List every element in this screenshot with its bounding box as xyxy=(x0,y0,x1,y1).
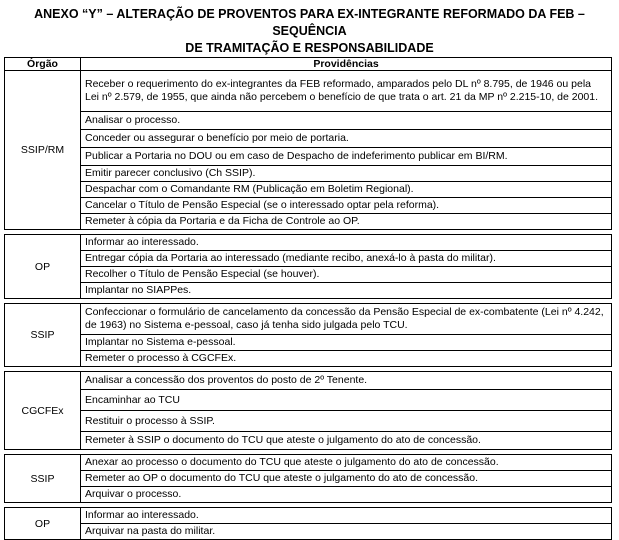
table-row xyxy=(5,351,612,367)
providencia-cell: Informar ao interessado. xyxy=(81,235,612,251)
providencia-cell: Restituir o processo à SSIP. xyxy=(81,411,612,432)
providencia-cell: Arquivar o processo. xyxy=(81,487,612,503)
table-row xyxy=(5,71,612,112)
title-line-2: DE TRAMITAÇÃO E RESPONSABILIDADE xyxy=(185,41,434,55)
table-row xyxy=(5,372,612,390)
providencia-cell: Remeter à cópia da Portaria e da Ficha de Controle ao OP. xyxy=(81,214,612,230)
table-row xyxy=(5,166,612,182)
providencia-cell: Recolher o Título de Pensão Especial (se houver). xyxy=(81,267,612,283)
orgao-cell: SSIP/RM xyxy=(5,71,81,230)
providencia-cell: Anexar ao processo o documento do TCU que ateste o julgamento do ato de concessão. xyxy=(81,455,612,471)
table-row xyxy=(5,524,612,540)
orgao-cell: CGCFEx xyxy=(5,372,81,450)
providencia-cell: Implantar no SIAPPes. xyxy=(81,283,612,299)
table-row xyxy=(5,214,612,230)
orgao-cell: SSIP xyxy=(5,304,81,367)
providencia-cell: Entregar cópia da Portaria ao interessado (mediante recibo, anexá-lo à pasta do militar). xyxy=(81,251,612,267)
providencia-cell: Publicar a Portaria no DOU ou em caso de Despacho de indeferimento publicar em BI/RM. xyxy=(81,148,612,166)
table-row xyxy=(5,455,612,471)
providencia-cell: Remeter ao OP o documento do TCU que ateste o julgamento do ato de concessão. xyxy=(81,471,612,487)
table-row xyxy=(5,267,612,283)
table-row xyxy=(5,235,612,251)
providencia-cell: Remeter à SSIP o documento do TCU que ateste o julgamento do ato de concessão. xyxy=(81,432,612,450)
header-orgao: Órgão xyxy=(5,58,81,71)
table-row xyxy=(5,411,612,432)
header-row xyxy=(5,58,612,71)
providencia-cell: Cancelar o Título de Pensão Especial (se o interessado optar pela reforma). xyxy=(81,198,612,214)
providencia-cell: Emitir parecer conclusivo (Ch SSIP). xyxy=(81,166,612,182)
providencia-cell: Analisar a concessão dos proventos do posto de 2º Tenente. xyxy=(81,372,612,390)
table-row xyxy=(5,112,612,130)
orgao-cell: OP xyxy=(5,508,81,540)
table-row xyxy=(5,148,612,166)
providencia-cell: Analisar o processo. xyxy=(81,112,612,130)
providencia-cell: Conceder ou assegurar o benefício por meio de portaria. xyxy=(81,130,612,148)
providencia-cell: Implantar no Sistema e-pessoal. xyxy=(81,335,612,351)
table-body xyxy=(5,71,612,540)
orgao-cell: OP xyxy=(5,235,81,299)
table-row xyxy=(5,335,612,351)
table-row xyxy=(5,283,612,299)
table-row xyxy=(5,130,612,148)
document-title xyxy=(0,6,619,57)
orgao-cell: SSIP xyxy=(5,455,81,503)
table-row xyxy=(5,390,612,411)
providencia-cell: Confeccionar o formulário de cancelamento da concessão da Pensão Especial de ex-combatente (Lei nº 4.242, de 1963) no Sistema e-pessoal, caso já tenha sido julgada pelo TCU. xyxy=(81,304,612,335)
providencia-cell: Encaminhar ao TCU xyxy=(81,390,612,411)
table-row xyxy=(5,432,612,450)
header-providencias: Providências xyxy=(81,58,612,71)
procedure-table xyxy=(4,57,612,540)
providencia-cell: Remeter o processo à CGCFEx. xyxy=(81,351,612,367)
title-line-1: ANEXO “Y” – ALTERAÇÃO DE PROVENTOS PARA EX-INTEGRANTE REFORMADO DA FEB – SEQUÊNCIA xyxy=(34,7,585,38)
providencia-cell: Despachar com o Comandante RM (Publicação em Boletim Regional). xyxy=(81,182,612,198)
table-row xyxy=(5,182,612,198)
providencia-cell: Informar ao interessado. xyxy=(81,508,612,524)
table-row xyxy=(5,304,612,335)
table-row xyxy=(5,487,612,503)
table-row xyxy=(5,471,612,487)
providencia-cell: Arquivar na pasta do militar. xyxy=(81,524,612,540)
providencia-cell: Receber o requerimento do ex-integrantes da FEB reformado, amparados pelo DL nº 8.795, de 1946 ou pela Lei nº 2.579, de 1955, que ainda não percebem o benefício de que trata o art. 21 da MP nº 2.215-10, de 2001. xyxy=(81,71,612,112)
table-row xyxy=(5,198,612,214)
table-row xyxy=(5,251,612,267)
